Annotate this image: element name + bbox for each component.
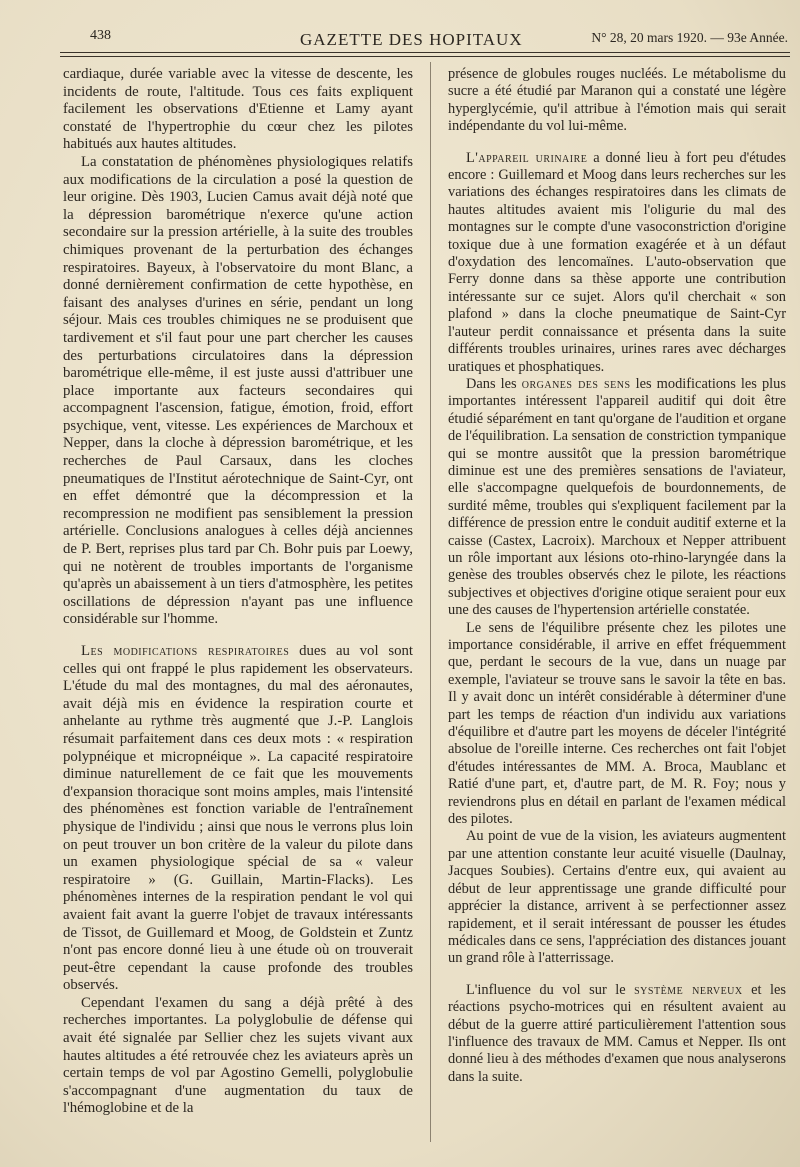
page-number: 438 <box>90 28 111 43</box>
page-header <box>60 18 788 48</box>
section-lead: système nerveux <box>634 981 743 998</box>
section-lead: organes des sens <box>521 375 631 392</box>
right-column <box>448 66 786 1086</box>
paragraph: Cependant l'examen du sang a déjà prêté à des recherches importantes. La polyglobulie de défense qui avait été signalée par Sellier chez les sujets vivant aux hautes altitudes a été retrouvée chez les aviateurs après un certain temps de vol par Agostino Gemelli, polyglobulie s'accompagnant d'une augmentation du taux de l'hémoglobine et de la <box>63 994 413 1117</box>
header-rule <box>60 52 790 53</box>
left-column <box>63 66 413 1118</box>
paragraph: Dans les organes des sens les modifications les plus importantes intéressent l'appareil auditif qui doit être étudié séparément en tant qu'organe de l'audition et organe de l'équilibration. La sensation de constriction tympanique qui se montre aussitôt que la pression barométrique diminue est une des premières sensations de l'aviateur, elle s'accompagne quelquefois de bourdonnements, de surdité même, troubles qui s'expliquent facilement par la différence de pression entre le conduit auditif externe et la caisse (Castex, Lacroix). Marchoux et Nepper attribuent un rôle important aux lésions oto-rhino-laryngée dans la genèse des troubles observés chez le pilote, les réactions subjectives et objectives d'origine otique seraient pour eux une des causes de l'hypertension artérielle constatée. <box>448 375 786 619</box>
paragraph: cardiaque, durée variable avec la vitesse de descente, les incidents de route, l'altitude. Tous ces faits expliquent facilement les observations d'Etienne et Lamy ayant constaté de l'hypertrophie du cœur chez les pilotes habitués aux hautes altitudes. <box>63 66 413 153</box>
paragraph: La constatation de phénomènes physiologiques relatifs aux modifications de la circulation a posé la question de leur origine. Dès 1903, Lucien Camus avait déjà noté que la dépression barométrique n'exerce qu'une action secondaire sur la pression artérielle, à la suite des troubles chimiques provenant de la perturbation des échanges respiratoires. Bayeux, à l'observatoire du mont Blanc, a donné dernièrement confirmation de cette hypothèse, en faisant des analyses d'urines en série, pendant un long séjour. Mais ces troubles chimiques ne se produisent que tardivement et s'il faut pour une part chercher les causes des perturbations circulatoires dans la dépression barométrique elle-même, il est juste aussi d'attribuer une place importante aux facteurs secondaires qui accompagnent l'ascension, fatigue, émotion, froid, effort psychique, vent, vitesse. Les expériences de Marchoux et Nepper, dans la cloche à dépression barométrique, et les recherches de Paul Carsaux, dans les cloches pneumatiques de l'Institut aérotechnique de Saint-Cyr, ont en effet démontré que la décompression et la recompression ne modifient pas sensiblement la pression artérielle. Conclusions analogues à celles déjà anciennes de P. Bert, reprises plus tard par Ch. Bohr puis par Loewy, qui ne notèrent de troubles importants de l'organisme qu'après un abaissement à un tiers d'atmosphère, les petites oscillations de dépression n'ayant pas une influence considérable sur l'homme. <box>63 153 413 628</box>
paragraph: Le sens de l'équilibre présente chez les pilotes une importance considérable, il arrive en effet fréquemment que, perdant le secours de la vue, dans un nuage par exemple, l'aviateur se trouve sans le savoir la tête en bas. Il y avait donc un intérêt considérable à déterminer d'une part les temps de réaction d'un individu aux variations d'équilibre et d'autre part les moyens de déceler l'intégrité absolue de l'oreille interne. Ces recherches ont fait l'objet d'études intéressantes de MM. A. Broca, Maublanc et Ratié d'une part, et, d'autre part, de M. R. Foy; nous y reviendrons plus en détail en parlant de l'examen médical des pilotes. <box>448 619 786 828</box>
journal-title: GAZETTE DES HOPITAUX <box>300 30 523 49</box>
paragraph: L'influence du vol sur le système nerveux et les réactions psycho-motrices qui en résultent avaient au début de la guerre attiré particulièrement l'attention sous l'influence des travaux de MM. Camus et Nepper. Ils ont donné lieu à des méthodes d'examen que nous analyserons dans la suite. <box>448 981 786 1085</box>
header-rule-double <box>60 56 790 57</box>
section-lead: Les modifications respiratoires <box>81 643 290 659</box>
column-divider <box>430 62 431 1142</box>
paragraph: L'appareil urinaire a donné lieu à fort peu d'études encore : Guillemard et Moog dans leurs recherches sur les variations des échanges respiratoires dans les climats de hautes altitudes avaient mis l'oligurie du mal des montagnes sur le compte d'une vasoconstriction d'origine toxique due à une formation exagérée et à un défaut d'oxydation des lencomaïnes. L'auto-observation que Ferry donne dans sa thèse apporte une contribution intéressante sur ce sujet. Alors qu'il cherchait « son plafond » dans la cloche pneumatique de Saint-Cyr l'auteur perdit connaissance et présenta dans la suite différents troubles urinaires, urines rares avec décharges uratiques et phosphatiques. <box>448 149 786 375</box>
paragraph: présence de globules rouges nucléés. Le métabolisme du sucre a été étudié par Maranon qui a constaté une légère hyperglycémie, qu'il attribue à l'émotion mais qui serait indépendante du vol lui-même. <box>448 66 786 135</box>
section-lead: L'appareil urinaire <box>466 149 588 166</box>
issue-info: N° 28, 20 mars 1920. — 93e Année. <box>591 30 788 45</box>
paragraph: Les modifications respiratoires dues au vol sont celles qui ont frappé le plus rapidement les observateurs. L'étude du mal des montagnes, du mal des aéronautes, avait déjà mis en évidence la respiration courte et anhelante au rythme très augmenté que J.-P. Langlois résumait parfaitement dans ces deux mots : « respiration polypnéique et micropnéique ». La capacité respiratoire diminue naturellement de ce fait que les mouvements d'expansion thoracique sont moins amples, mais l'intensité des phénomènes est fonction variable de l'entraînement physique de l'individu ; ainsi que nous le verrons plus loin on peut trouver un bon critère de la valeur du pilote dans un examen physiologique spécial de sa « valeur respiratoire » (G. Guillain, Martin-Flacks). Les phénomènes internes de la respiration pendant le vol qui avaient fait avant la guerre l'objet de travaux intéressants de Tissot, de Guillemard et Moog, de Goldstein et Zuntz n'ont pas encore donné lieu à une étude où on trouverait peut-être cependant la cause profonde des troubles observés. <box>63 643 413 994</box>
paragraph: Au point de vue de la vision, les aviateurs augmentent par une attention constante leur acuité visuelle (Daulnay, Jacques Soubies). Certains d'entre eux, qui avaient au début de leur apprentissage une grande difficulté pour apprécier la distance, arrivent à se perfectionner assez rapidement, et il serait intéressant de pousser les études médicales dans ce sens, l'appréciation des distances jouant un grand rôle à l'atterrissage. <box>448 828 786 967</box>
